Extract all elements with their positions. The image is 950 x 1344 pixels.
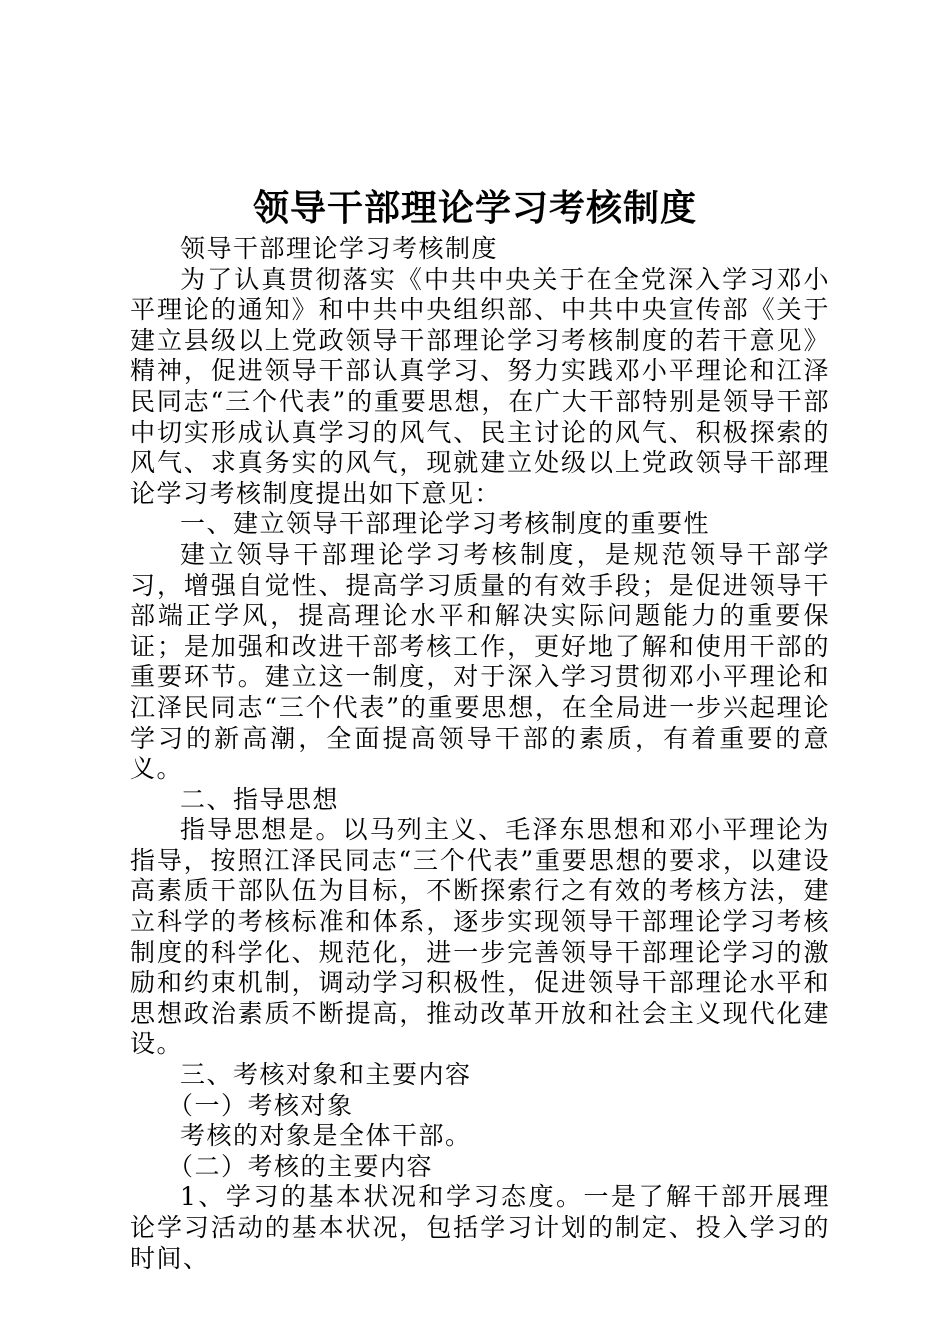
subsection-heading-2: （二）考核的主要内容 bbox=[168, 1151, 434, 1181]
paragraph-intro: 为了认真贯彻落实《中共中央关于在全党深入学习邓小平理论的通知》和中共中央组织部、中共中央宣传部《关于建立县级以上党政领导干部理论学习考核制度的若干意见》精神，促进领导干部认真学习、努力实践邓小平理论和江泽民同志“三个代表”的重要思想，在广大干部特别是领导干部中切实形成认真学习的风气、民主讨论的风气、积极探索的风气、求真务实的风气，现就建立处级以上党政领导干部理论学习考核制度提出如下意见： bbox=[130, 264, 830, 508]
section-heading-3: 三、考核对象和主要内容 bbox=[180, 1060, 472, 1090]
paragraph-assessment-target: 考核的对象是全体干部。 bbox=[180, 1121, 472, 1151]
document-title: 领导干部理论学习考核制度 bbox=[252, 187, 697, 229]
section-heading-2: 二、指导思想 bbox=[180, 784, 340, 814]
document-body bbox=[130, 234, 830, 1274]
paragraph-importance: 建立领导干部理论学习考核制度，是规范领导干部学习，增强自觉性、提高学习质量的有效手段；是促进领导干部端正学风，提高理论水平和解决实际问题能力的重要保证；是加强和改进干部考核工作，更好地了解和使用干部的重要环节。建立这一制度，对于深入学习贯彻邓小平理论和江泽民同志“三个代表”的重要思想，在全局进一步兴起理论学习的新高潮，全面提高领导干部的素质，有着重要的意义。 bbox=[130, 539, 830, 784]
section-heading-1: 一、建立领导干部理论学习考核制度的重要性 bbox=[180, 509, 711, 539]
paragraph-study-status: 1、学习的基本状况和学习态度。一是了解干部开展理论学习活动的基本状况，包括学习计划的制定、投入学习的时间、 bbox=[130, 1182, 830, 1273]
doc-subtitle: 领导干部理论学习考核制度 bbox=[180, 234, 499, 263]
paragraph-guiding-thought: 指导思想是。以马列主义、毛泽东思想和邓小平理论为指导，按照江泽民同志“三个代表”重要思想的要求，以建设高素质干部队伍为目标，不断探索行之有效的考核方法，建立科学的考核标准和体系，逐步实现领导干部理论学习考核制度的科学化、规范化，进一步完善领导干部理论学习的激励和约束机制，调动学习积极性，促进领导干部理论水平和思想政治素质不断提高，推动改革开放和社会主义现代化建设。 bbox=[130, 815, 830, 1059]
subsection-heading-1: （一）考核对象 bbox=[168, 1090, 354, 1120]
